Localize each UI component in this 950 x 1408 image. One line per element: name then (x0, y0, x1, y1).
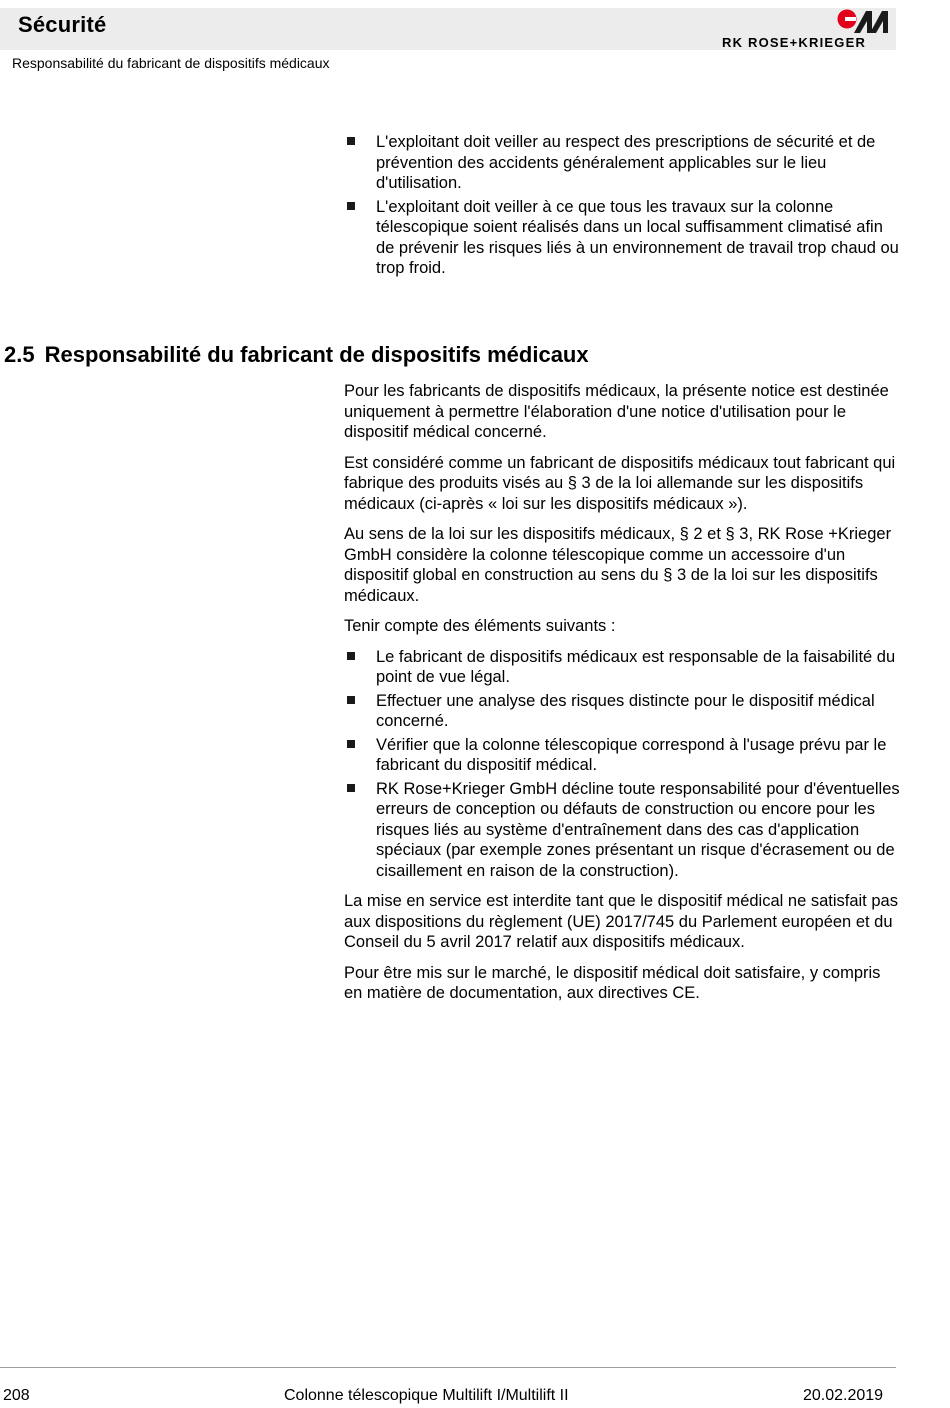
square-bullet-icon (347, 202, 355, 210)
paragraph: Est considéré comme un fabricant de dispositifs médicaux tout fabricant qui fabrique des produits visés au § 3 de la loi allemande sur les dispositifs médicaux (ci-après « loi sur les dispositifs médicaux »). (344, 453, 896, 513)
list-item: Vérifier que la colonne télescopique correspond à l'usage prévu par le fabricant du dispositif médical. (344, 735, 900, 776)
requirements-bullet-list (344, 647, 900, 882)
list-item: RK Rose+Krieger GmbH décline toute responsabilité pour d'éventuelles erreurs de conception ou défauts de construction ou encore pour les risques liés au système d'entraînement dans des cas d'application spéciaux (par exemple zones présentant un risque d'écrasement ou de cisaillement en raison de la construction). (344, 779, 900, 882)
section-title: Responsabilité du fabricant de dispositifs médicaux (44, 342, 589, 367)
paragraph: Tenir compte des éléments suivants : (344, 617, 616, 635)
section-body (344, 381, 900, 1014)
square-bullet-icon (347, 740, 355, 748)
paragraph: La mise en service est interdite tant que le dispositif médical ne satisfait pas aux dispositions du règlement (UE) 2017/745 du Parlement européen et du Conseil du 5 avril 2017 relatif aux dispositifs médicaux. (344, 892, 898, 951)
footer-divider (0, 1367, 896, 1368)
list-item: Effectuer une analyse des risques distincte pour le dispositif médical concerné. (344, 691, 900, 732)
page-subtitle: Responsabilité du fabricant de dispositifs médicaux (12, 55, 330, 71)
square-bullet-icon (347, 784, 355, 792)
intro-bullet-list (344, 132, 900, 279)
list-item: L'exploitant doit veiller à ce que tous les travaux sur la colonne télescopique soient réalisés dans un local suffisamment climatisé afin de prévenir les risques liés à un environnement de travail trop chaud ou trop froid. (344, 197, 900, 279)
paragraph: Pour être mis sur le marché, le dispositif médical doit satisfaire, y compris en matière de documentation, aux directives CE. (344, 963, 881, 1002)
page-title: Sécurité (18, 12, 107, 37)
list-item: L'exploitant doit veiller au respect des prescriptions de sécurité et de prévention des accidents généralement applicables sur le lieu d'utilisation. (344, 132, 900, 194)
section-heading (4, 342, 589, 368)
list-item: Le fabricant de dispositifs médicaux est responsable de la faisabilité du point de vue légal. (344, 647, 900, 688)
page-number: 208 (3, 1387, 30, 1404)
company-logo-text: RK ROSE+KRIEGER (722, 35, 867, 50)
paragraph: Pour les fabricants de dispositifs médicaux, la présente notice est destinée uniquement à permettre l'élaboration d'une notice d'utilisation pour le dispositif médical concerné. (344, 382, 889, 441)
rose-krieger-logo-icon (836, 7, 888, 35)
paragraph: Au sens de la loi sur les dispositifs médicaux, § 2 et § 3, RK Rose +Krieger GmbH considère la colonne télescopique comme un accessoire d'un dispositif global en construction au sens du § 3 de la loi sur les dispositifs médicaux. (344, 525, 892, 605)
document-title: Colonne télescopique Multilift I/Multilift II (284, 1387, 569, 1404)
square-bullet-icon (347, 696, 355, 704)
section-number: 2.5 (4, 342, 35, 367)
intro-block (344, 132, 900, 282)
document-date: 20.02.2019 (803, 1387, 884, 1404)
square-bullet-icon (347, 652, 355, 660)
square-bullet-icon (347, 137, 355, 145)
